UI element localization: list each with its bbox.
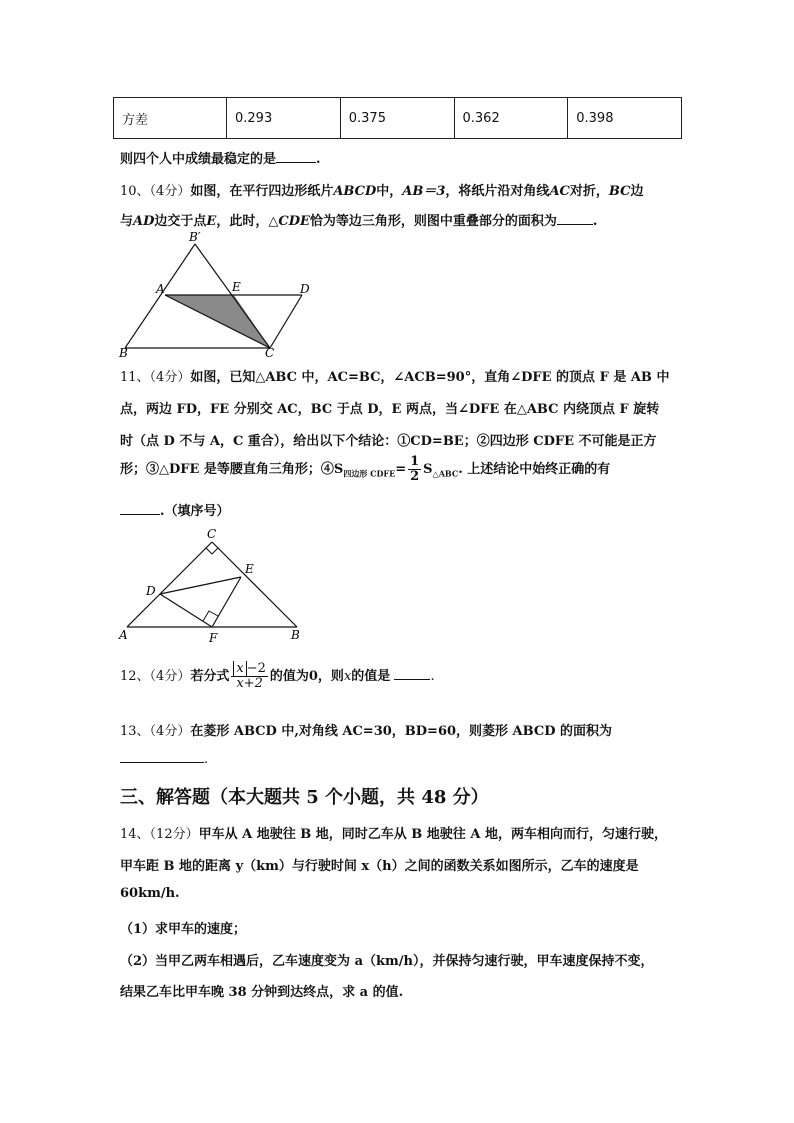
label-f: F (209, 631, 218, 645)
table-cell: 0.375 (340, 98, 454, 139)
q12-line: 12、（4分）若分式 $\frac{x -2}{x+2}$ 的值为0，则x的值是 . (120, 661, 435, 691)
label-d: D (146, 584, 156, 598)
q14-sub2-line2: 结果乙车比甲车晚 38 分钟到达终点，求 a 的值. (120, 985, 404, 1000)
segment-de (160, 577, 241, 594)
label-b: B (119, 346, 128, 360)
q11-line4: 形；③△DFE 是等腰直角三角形；$④S_{四边形 CDFE}=$ $\frac{1}{2}$ $S_{\triangle ABC}$. 上述结论中始终正确的有 (120, 454, 611, 484)
q10-line2: 与AD边交于点E，此时，△CDE恰为等边三角形，则图中重叠部分的面积为 . (120, 214, 598, 229)
segment-fe (212, 577, 241, 627)
label-c: C (265, 346, 275, 360)
q11-line2: 点，两边 FD，FE 分别交 AC，BC 于点 D，E 两点，当∠DFE 在△ABC 内绕顶点 F 旋转 (120, 402, 660, 417)
table-cell-label: 方差 (114, 98, 227, 139)
section-title: 三、解答题（本大题共 5 个小题，共 48 分） (120, 787, 489, 808)
label-bprime: B′ (189, 230, 201, 244)
table-cell: 0.398 (568, 98, 682, 139)
q9-tail: 则四个人中成绩最稳定的是 . (120, 152, 321, 167)
right-angle-mark-c (206, 548, 218, 554)
q10-line1: 10、（4分）如图，在平行四边形纸片ABCD中，AB＝3，将纸片沿对角线AC对折，BC边 (120, 184, 644, 199)
q11-line5: .（填序号） (120, 500, 230, 519)
figure-parallelogram (115, 230, 315, 360)
edge-ac (127, 542, 212, 627)
q11-line1: 11、（4分）如图，已知△ABC 中，AC=BC，∠ACB=90°，直角∠DFE 的顶点 F 是 AB 中 (120, 370, 670, 385)
q14-sub2-line1: （2）当甲乙两车相遇后，乙车速度变为 a（km/h），并保持匀速行驶，甲车速度保持不变， (120, 954, 654, 969)
label-a: A (156, 282, 165, 296)
edge-dc (270, 295, 302, 348)
answer-blank (557, 212, 593, 225)
q14-sub1: （1）求甲车的速度； (120, 922, 247, 937)
fraction-expression: $\frac{x -2}{x+2}$ (231, 662, 268, 691)
q13-line: 13、（4分）在菱形 ABCD 中,对角线 AC=30，BD=60，则菱形 ABCD 的面积为 (120, 724, 613, 739)
label-c: C (207, 527, 217, 541)
label-d: D (300, 282, 310, 296)
figure-right-triangle (115, 525, 315, 645)
table-cell: 0.362 (454, 98, 568, 139)
answer-blank (120, 750, 204, 763)
q14-line2: 甲车距 B 地的距离 y（km）与行驶时间 x（h）之间的函数关系如图所示，乙车的速度是 (120, 859, 639, 874)
q14-line3: 60km/h. (120, 886, 180, 901)
answer-blank (394, 667, 430, 680)
table-row (114, 98, 682, 139)
segment-fd (160, 594, 212, 627)
label-e: E (232, 280, 241, 294)
variance-table (113, 97, 682, 139)
answer-blank (120, 502, 160, 515)
edge-bc (212, 542, 297, 627)
answer-blank (276, 150, 316, 163)
q11-line3: 时（点 D 不与 A，C 重合），给出以下个结论：①CD=BE；②四边形 CDFE 不可能是正方 (120, 434, 657, 449)
label-b: B (291, 628, 300, 642)
label-a: A (119, 628, 128, 642)
table-cell: 0.293 (227, 98, 341, 139)
q14-line1: 14、（12分）甲车从 A 地驶往 B 地，同时乙车从 B 地驶往 A 地，两车相向而行，匀速行驶， (120, 827, 667, 842)
fraction-one-half: $\frac{1}{2}$ (410, 454, 420, 484)
q13-answer-line: . (120, 750, 208, 767)
label-e: E (245, 562, 254, 576)
